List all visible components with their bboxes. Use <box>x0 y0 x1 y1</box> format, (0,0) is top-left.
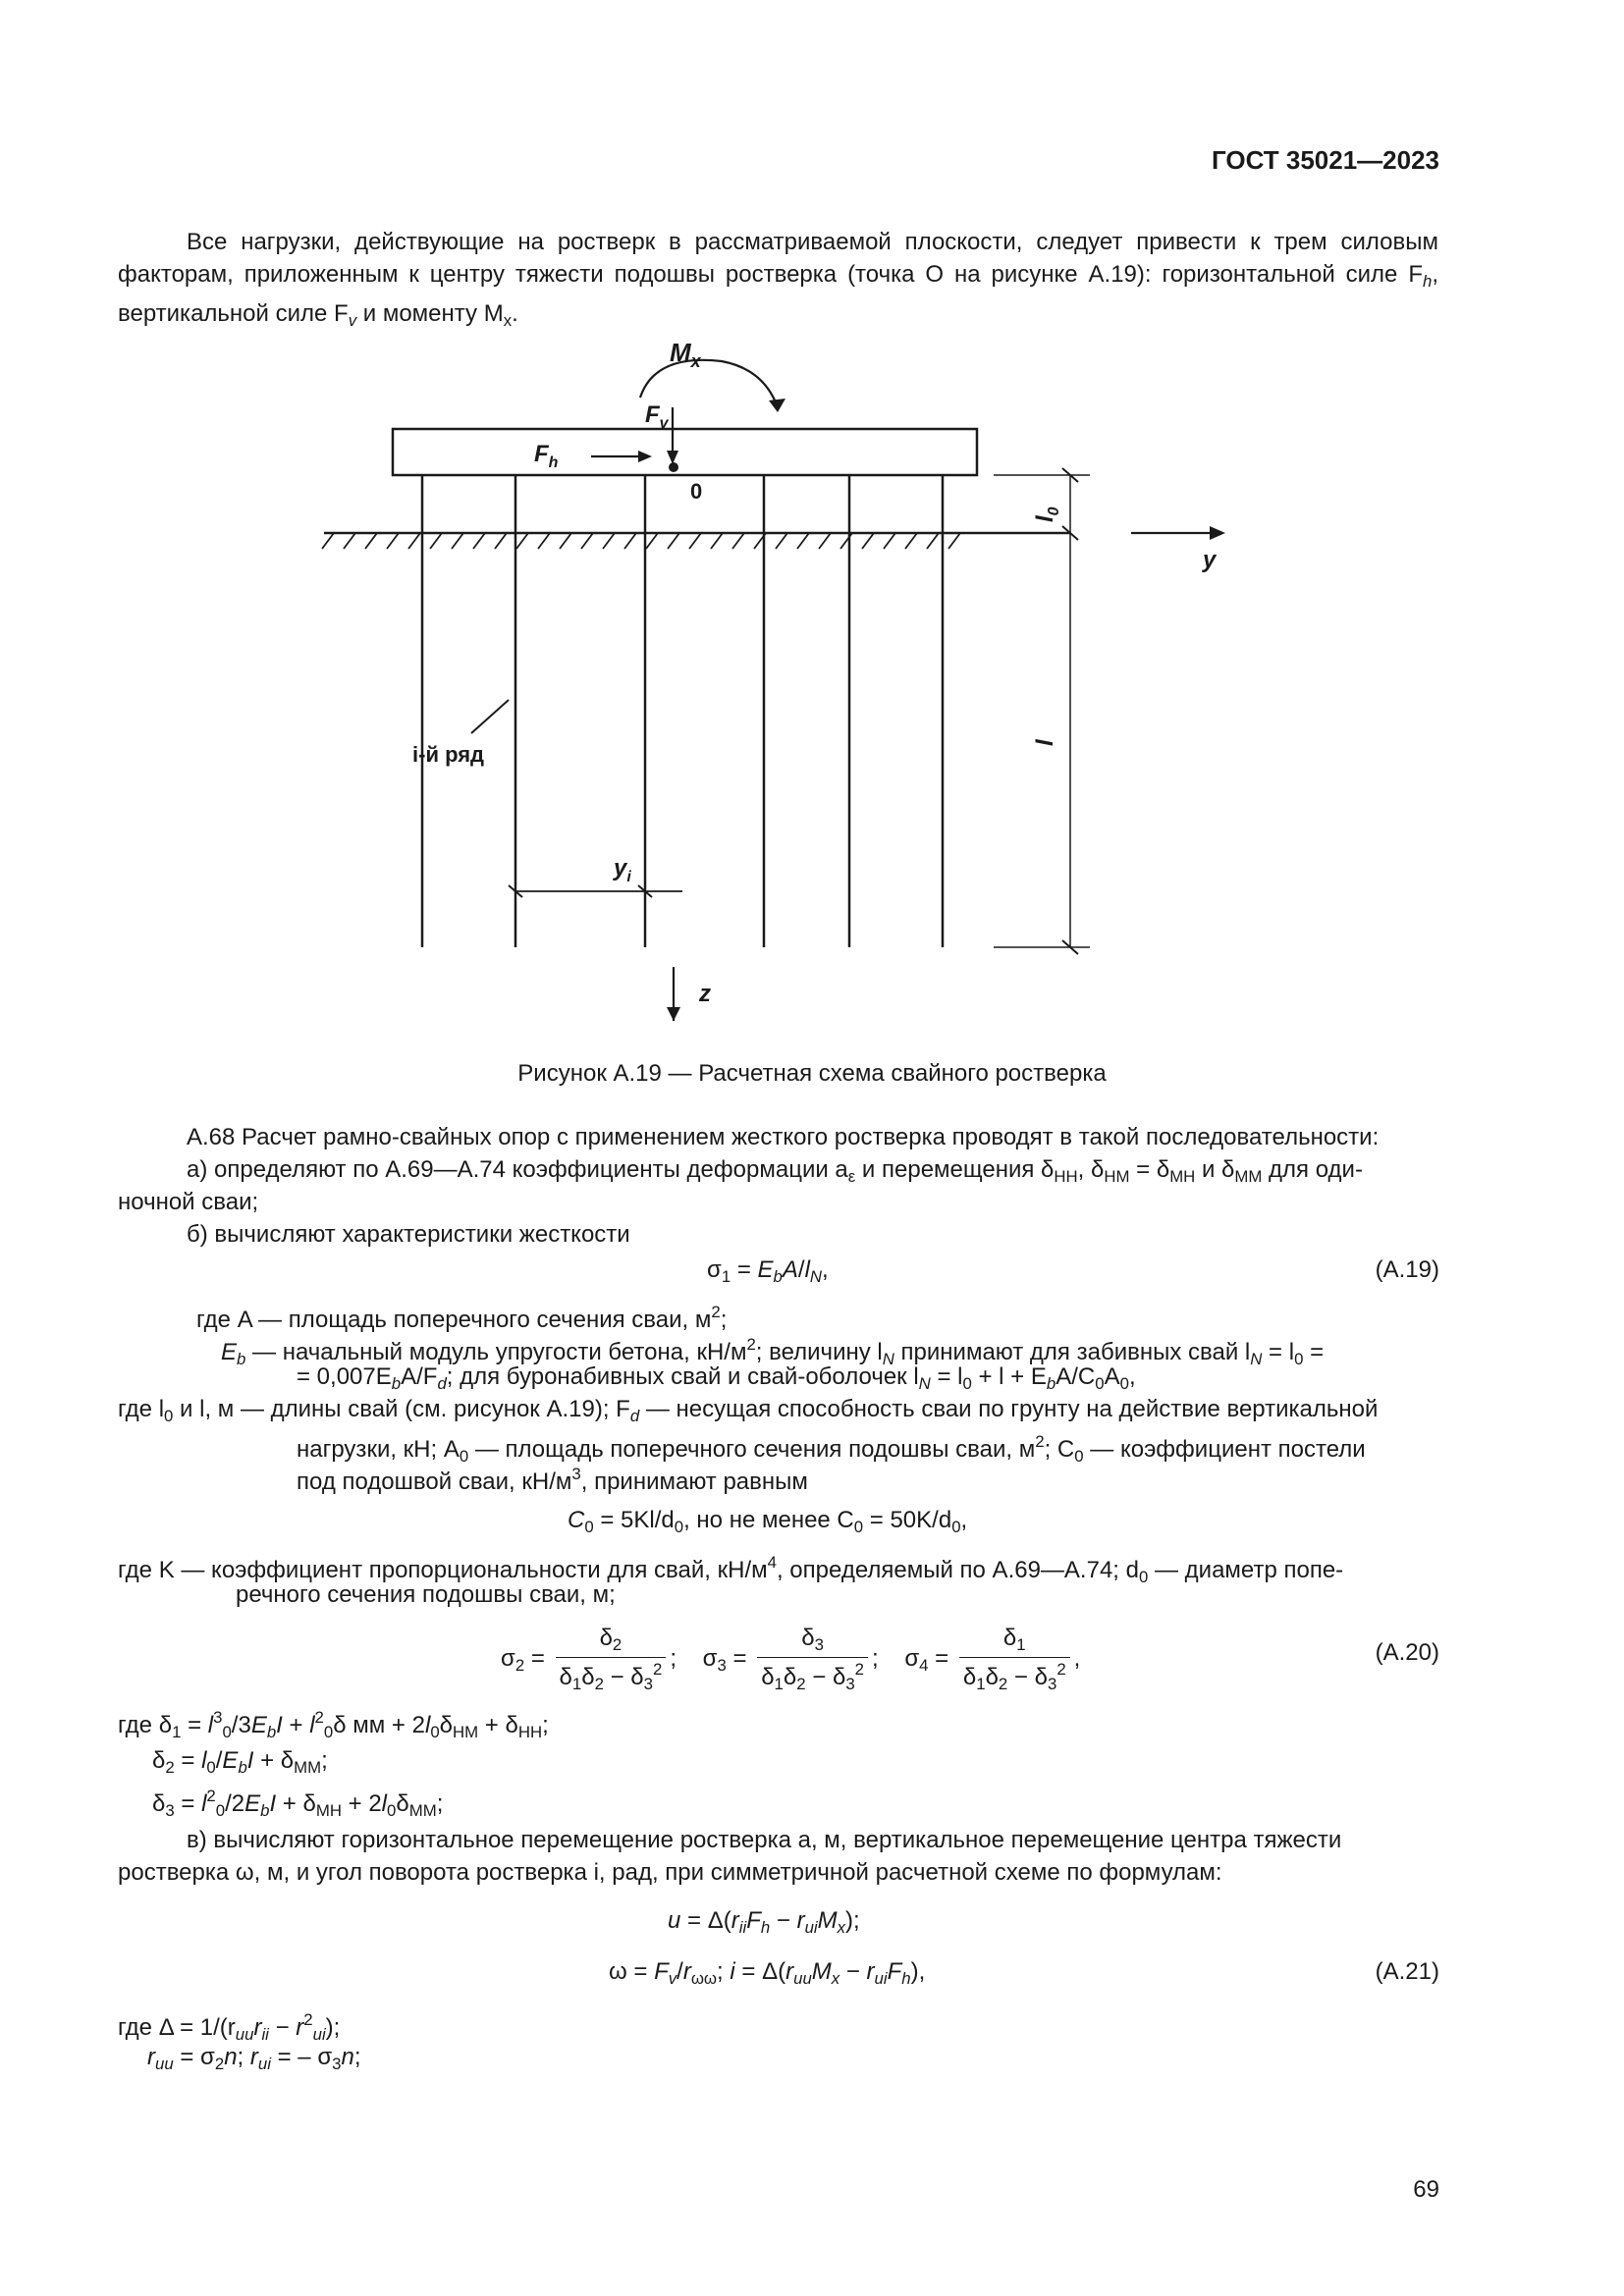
moment-arc <box>640 360 778 407</box>
moment-arrowhead <box>769 399 785 412</box>
ruu-definition: $r_{uu} = \sigma_2n$; $r_{ui}$ = – $\sigma_3n$; <box>147 2044 361 2074</box>
row-label: i-й ряд <box>412 742 485 767</box>
where-eb-line: $E_b$ — начальный модуль упругости бетона, $кН/м^2$; величину $l_N$ принимают для забивных свай $l_N = l_0$ = <box>221 1335 1325 1369</box>
intro-fv-sub: v <box>348 311 357 331</box>
origin-label: 0 <box>690 479 703 504</box>
ground-hatching <box>322 533 960 549</box>
intro-fh-sub: h <box>1422 272 1433 292</box>
figure-caption: Рисунок А.19 — Расчетная схема свайного ростверка <box>517 1060 1107 1087</box>
where-l0-cont2: под подошвой сваи, $кН/м^3$, принимают равным <box>297 1465 808 1496</box>
equation-c0: $C_0 = 5Kl/d_0$, но не менее $C_0 = 50K/d_0$, <box>568 1507 968 1537</box>
l0-label: $l_0$ <box>1032 507 1062 522</box>
fv-label: $F_v$ <box>645 401 669 432</box>
z-axis-arrowhead <box>667 1007 680 1021</box>
where-l0-line: где $l_0$ и l, м — длины свай (см. рисунок А.19); $F_d$ — несущая способность сваи по грунту на действие вертикальной <box>118 1396 1379 1426</box>
where-eb-cont: = $0,007E_bA/F_d$; для буронабивных свай и свай-оболочек $l_N = l_0 + l + E_bA/C_0A_0$, <box>297 1363 1136 1394</box>
equation-number-a19: (А.19) <box>1375 1256 1439 1283</box>
where-a-line: где A — площадь поперечного сечения сваи, $м^2$; <box>196 1303 728 1334</box>
a68-item-b: б) вычисляют характеристики жесткости <box>187 1221 630 1248</box>
pile-grillage-diagram <box>295 334 1276 1021</box>
yi-label: $y_i$ <box>614 855 631 885</box>
equation-a20: $\sigma_2$ = $\frac{\delta_2}{\delta_1\delta_2 - \delta_3^2}$ ; $\sigma_3$ = $\frac{\delta_3}{\delta_1\delta_2 - \delta_3^2}$ ; $\sigma_4$ = $\frac{\delta_1}{\delta_1\delta_2 - \delta_3^2}$ , <box>501 1625 1081 1694</box>
intro-end: . <box>512 300 518 328</box>
l-label: l <box>1032 739 1058 746</box>
intro-paragraph <box>118 226 1438 337</box>
equation-u: $u = \Delta(r_{ii}F_h - r_{ui}M_x)$; <box>668 1907 860 1938</box>
a68-item-a-cont: ночной сваи; <box>118 1189 259 1215</box>
where-block-1 <box>118 1296 1438 1496</box>
document-code: ГОСТ 35021—2023 <box>1212 145 1439 175</box>
where-k-line: где K — коэффициент пропорциональности для свай, $кН/м^4$, определяемый по А.69—А.74; $d_0$ — диаметр попе- <box>118 1553 1344 1587</box>
a68-paragraph: А.68 Расчет рамно-свайных опор с применением жесткого ростверка проводят в такой последовательности: <box>187 1124 1380 1150</box>
equation-a19: $\sigma_1 = E_bA/l_N$, <box>707 1256 829 1287</box>
y-axis-arrowhead <box>1210 526 1225 540</box>
intro-mid: , вертикальной силе F <box>118 261 1438 328</box>
row-leader <box>471 700 509 733</box>
equation-number-a21: (А.21) <box>1375 1958 1439 1985</box>
equation-omega: $\omega = F_v/r_{\omega\omega}$; $i = \Delta(r_{uu}M_x - r_{ui}F_h)$, <box>609 1958 926 1989</box>
grillage-slab <box>393 429 977 475</box>
origin-point <box>669 462 678 472</box>
fv-arrowhead <box>667 451 678 464</box>
delta3-definition: $\delta_3 = l^2_0/2E_bI + \delta_{MH} + 2l_0\delta_{MM}$; <box>152 1787 444 1821</box>
intro-mid2: и моменту M <box>356 300 504 328</box>
delta-definition: где $\Delta = 1/(r_{uu}r_{ii} - r^2_{ui})$; <box>118 2010 341 2045</box>
delta1-definition: где $\delta_1 = l^3_0/3E_bI + l^2_0\delta$ мм + $2l_0\delta_{HM} + \delta_{HH}$; <box>118 1708 549 1742</box>
y-axis-label: y <box>1203 547 1217 573</box>
where-l0-cont1: нагрузки, кН; $A_0$ — площадь поперечного сечения подошвы сваи, $м^2$; $C_0$ — коэффициент постели <box>297 1432 1366 1467</box>
where-k-cont: речного сечения подошвы сваи, м; <box>236 1581 616 1608</box>
item-v-cont: ростверка ω, м, и угол поворота ростверка i, рад, при симметричной расчетной схеме по формулам: <box>118 1859 1222 1886</box>
equation-number-a20: (А.20) <box>1375 1639 1439 1666</box>
intro-text: Все нагрузки, действующие на ростверк в рассматриваемой плоскости, следует привести к трем силовым факторам, приложенным к центру тяжести подошвы ростверка (точка О на рисунке А.19): горизонтальной силе F <box>118 229 1438 288</box>
delta2-definition: $\delta_2 = l_0/E_bI + \delta_{MM}$; <box>152 1747 328 1778</box>
fh-arrowhead <box>638 451 652 462</box>
intro-mx-sub: x <box>503 311 513 331</box>
page-number: 69 <box>1413 2176 1439 2203</box>
item-v: в) вычисляют горизонтальное перемещение ростверка a, м, вертикальное перемещение центра тяжести <box>187 1827 1342 1853</box>
fh-label: $F_h$ <box>534 441 559 471</box>
a68-item-a: а) определяют по А.69—А.74 коэффициенты деформации $a_\varepsilon$ и перемещения $\delta_{HH}$, $\delta_{HM} = \delta_{MH}$ и $\delta_{MM}$ для оди- <box>187 1156 1363 1187</box>
where-block-2 <box>118 1546 1438 1615</box>
mx-label: $M_x$ <box>670 338 701 371</box>
z-axis-label: z <box>699 981 711 1007</box>
